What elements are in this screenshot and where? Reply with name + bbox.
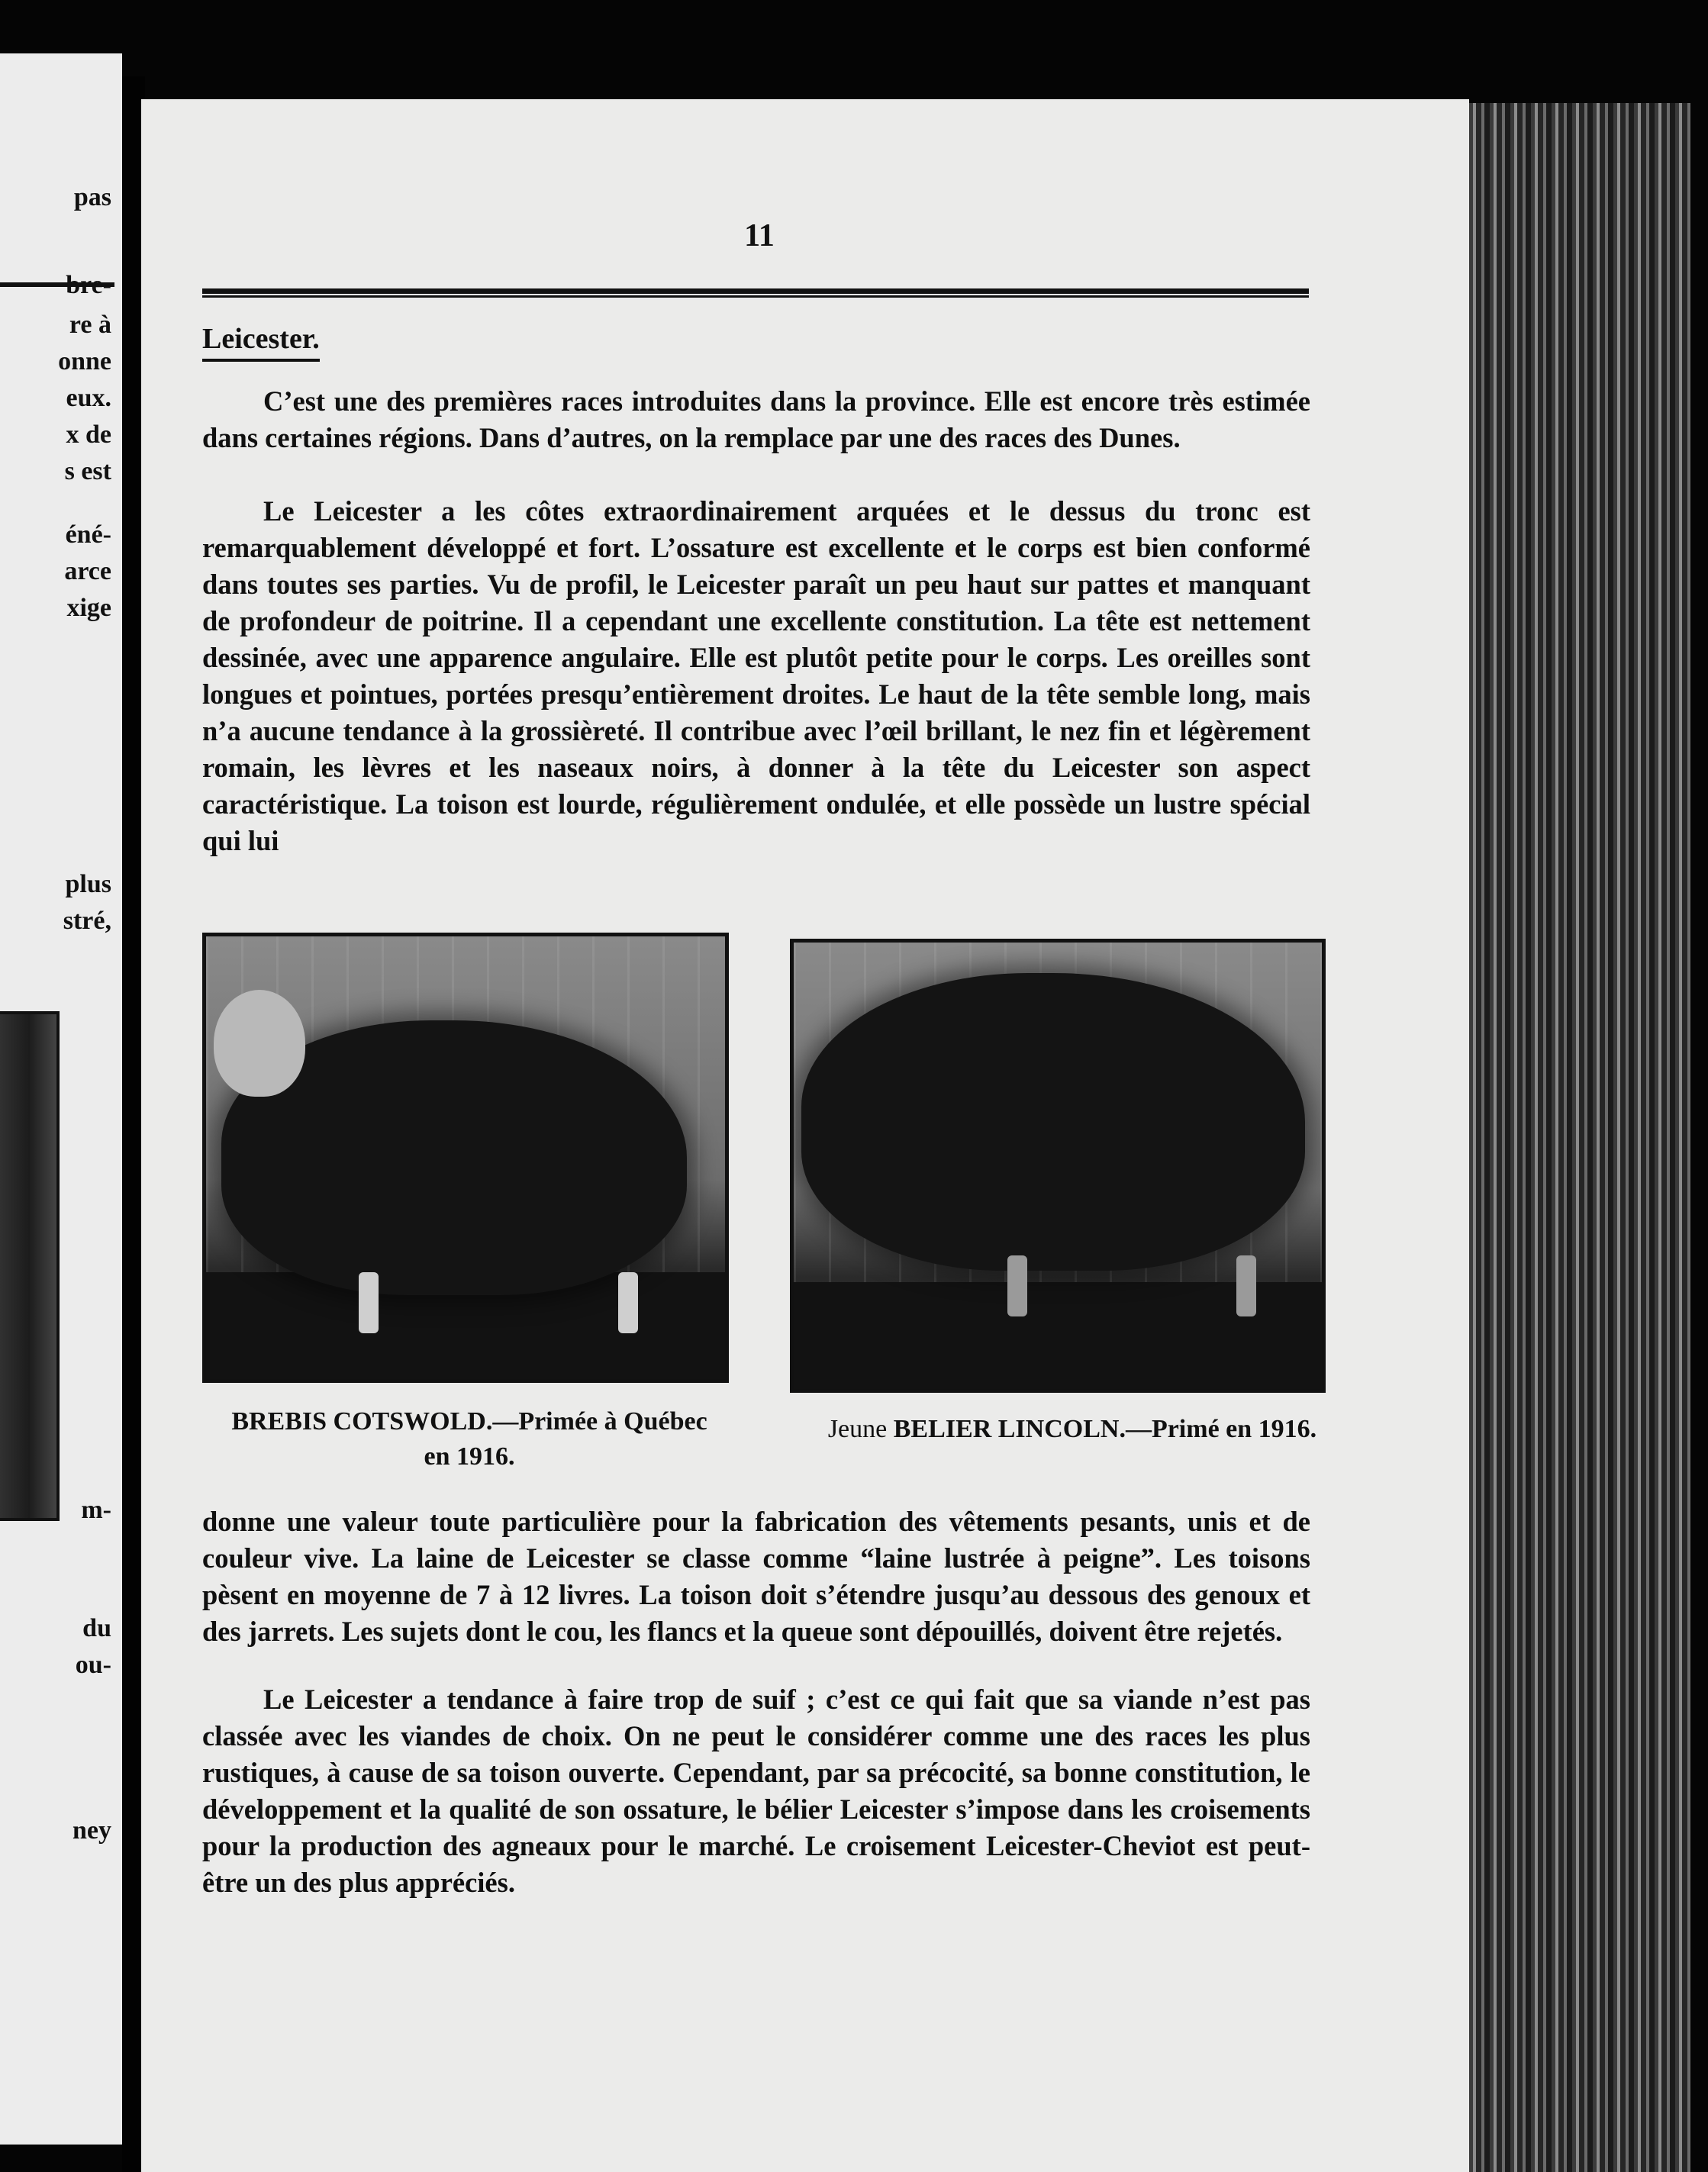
left-facing-page — [0, 53, 122, 2145]
left-page-photo — [0, 1011, 60, 1521]
left-fragment: re à — [69, 311, 111, 339]
caption-belier-lincoln — [813, 1412, 1332, 1447]
left-fragment: éné- — [65, 520, 111, 549]
page-number: 11 — [744, 218, 775, 253]
paragraph-description: Le Leicester a les côtes extraordinairement arquées et le dessus du tronc est remarquablement développé et fort. L’ossature est excellente et le corps est bien conformé dans toutes ses parties. Vu de profil, le Leicester paraît un peu haut sur pattes et manquant de profondeur de poitrine. Il a cependant une excellente constitution. La tête est nettement dessinée, avec une apparence angulaire. Elle est plutôt petite pour le corps. Les oreilles sont longues et pointues, portées presqu’entièrement droites. Le haut de la tête semble long, mais n’a aucune tendance à la grossièreté. Il contribue avec l’œil brillant, le nez fin et légèrement romain, les lèvres et les naseaux noirs, à donner à la tête du Leicester son aspect caractéristique. La toison est lourde, régulièrement ondulée, et elle possède un lustre spécial qui lui — [202, 495, 1310, 856]
left-fragment: s est — [64, 457, 111, 485]
left-fragment: pas — [73, 183, 111, 211]
paragraph-intro: C’est une des premières races introduites dans la province. Elle est encore très estimée dans certaines régions. Dans d’autres, on la remplace par une des races des Dunes. — [202, 385, 1310, 453]
left-fragment: plus — [65, 870, 111, 898]
caption-brebis-cotswold: BREBIS COTSWOLD.—Primée à Québec en 1916. — [231, 1407, 707, 1471]
caption-text: BELIER LINCOLN.—Primé en 1916. — [893, 1415, 1317, 1443]
left-fragment: x de — [66, 421, 111, 449]
left-fragment: ou- — [75, 1651, 111, 1679]
paragraph-crossbreeding: Le Leicester a tendance à faire trop de suif ; c’est ce qui fait que sa viande n’est pas classée avec les viandes de choix. On ne peut le considérer comme une des races les plus rustiques, à cause de sa toison ouverte. Cependant, par sa précocité, sa bonne constitution, le développement et la qualité de son ossature, le bélier Leicester s’impose dans les croisements pour la production des agneaux pour le marché. Le croisement Leicester-Cheviot est peut-être un des plus appréciés. — [202, 1684, 1310, 1898]
page-stack-edge — [1469, 103, 1690, 2172]
left-fragment: ney — [73, 1816, 111, 1845]
book-page — [141, 99, 1469, 2172]
left-fragment: m- — [81, 1496, 111, 1524]
left-fragment: stré, — [63, 907, 111, 935]
left-fragment: du — [82, 1614, 111, 1642]
section-title: Leicester. — [202, 322, 320, 362]
left-fragment: eux. — [66, 384, 111, 412]
header-rule — [202, 288, 1309, 298]
photo-belier-lincoln — [790, 939, 1326, 1393]
left-fragment: onne — [58, 347, 111, 375]
paragraph-wool: donne une valeur toute particulière pour la fabrication des vêtements pesants, unis et de couleur vive. La laine de Leicester se classe comme “laine lustrée à peigne”. Les toisons pèsent en moyenne de 7 à 12 livres. La toison doit s’étendre jusqu’au dessous des genoux et des jarrets. Les sujets dont le cou, les flancs et la queue sont dépouillés, doivent être rejetés. — [202, 1506, 1310, 1647]
left-fragment: xige — [66, 594, 111, 622]
left-fragment: bre- — [66, 271, 111, 299]
caption-prefix: Jeune — [827, 1415, 888, 1443]
photo-brebis-cotswold — [202, 933, 729, 1383]
left-fragment: arce — [64, 557, 111, 585]
